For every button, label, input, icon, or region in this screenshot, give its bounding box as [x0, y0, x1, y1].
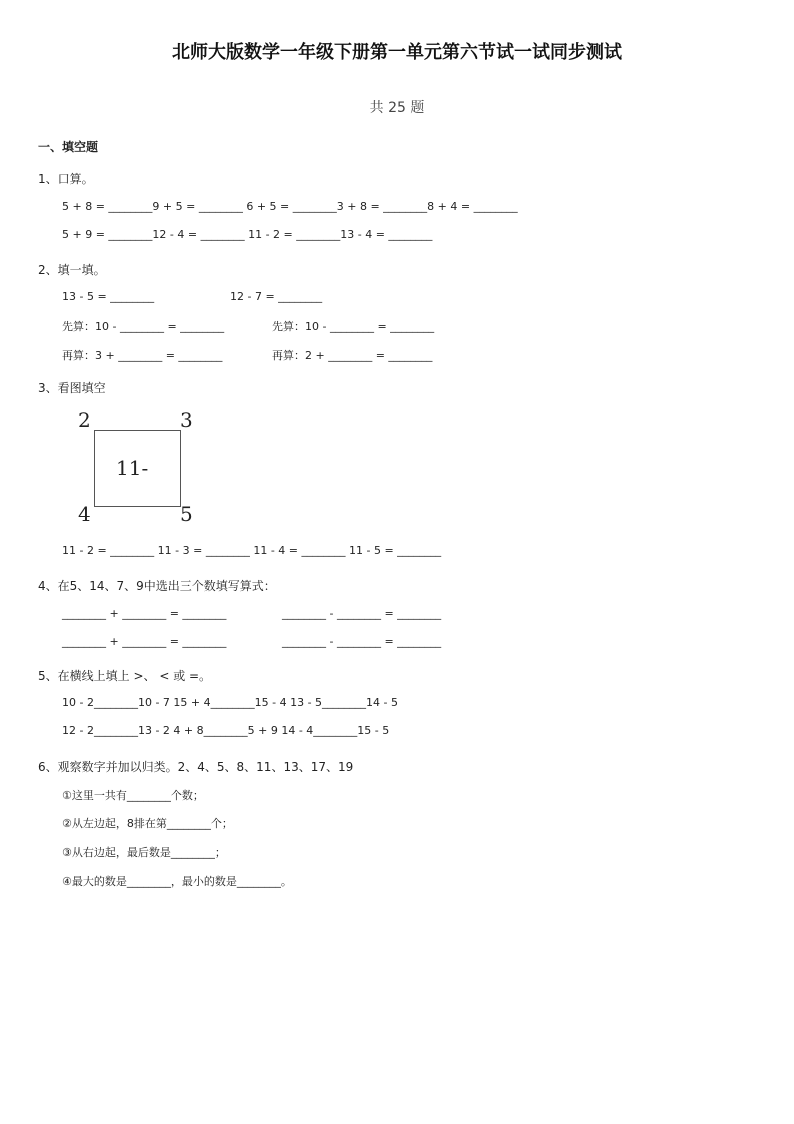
- question-5-row-1: 10 - 2________10 - 7 15 + 4________15 - 4 13 - 5________14 - 5: [62, 696, 398, 709]
- figure-center-expression: 11-: [116, 456, 149, 480]
- corner-number-top-left: 2: [78, 408, 91, 432]
- question-1-row-1: 5 + 8 = ________9 + 5 = ________ 6 + 5 = ________3 + 8 = ________8 + 4 = ________: [62, 200, 518, 213]
- corner-number-top-right: 3: [180, 408, 193, 432]
- question-3-label: 3、看图填空: [38, 381, 106, 395]
- question-5-label: 5、在横线上填上 >、 < 或 =。: [38, 669, 212, 683]
- question-2-left-line: 再算：3 + ________ = ________: [62, 349, 223, 362]
- question-count: 共 25 题: [369, 100, 425, 116]
- question-6-label: 6、观察数字并加以归类。2、4、5、8、11、13、17、19: [38, 760, 354, 774]
- question-4-subtraction: ________ - ________ = ________: [282, 635, 442, 648]
- question-6-item: ①这里一共有________个数；: [62, 789, 204, 802]
- page-title: 北师大版数学一年级下册第一单元第六节试一试同步测试: [172, 42, 622, 63]
- question-6-item: ④最大的数是________，最小的数是________。: [62, 875, 292, 888]
- corner-number-bottom-right: 5: [180, 502, 193, 526]
- question-2-left-line: 13 - 5 = ________: [62, 290, 155, 303]
- question-4-subtraction: ________ - ________ = ________: [282, 607, 442, 620]
- section-heading: 一、填空题: [38, 140, 99, 154]
- question-2-right-line: 先算：10 - ________ = ________: [272, 320, 435, 333]
- question-4-label: 4、在5、14、7、9中选出三个数填写算式：: [38, 579, 276, 593]
- question-4-addition: ________ + ________ = ________: [62, 635, 227, 648]
- question-1-row-2: 5 + 9 = ________12 - 4 = ________ 11 - 2 = ________13 - 4 = ________: [62, 228, 433, 241]
- question-2-label: 2、填一填。: [38, 263, 106, 277]
- question-5-row-2: 12 - 2________13 - 2 4 + 8________5 + 9 14 - 4________15 - 5: [62, 724, 390, 737]
- question-6-item: ②从左边起，8排在第________个；: [62, 817, 233, 830]
- question-3-answers: 11 - 2 = ________ 11 - 3 = ________ 11 - 4 = ________ 11 - 5 = ________: [62, 544, 442, 557]
- question-2-right-line: 12 - 7 = ________: [230, 290, 323, 303]
- question-2-right-line: 再算：2 + ________ = ________: [272, 349, 433, 362]
- question-4-addition: ________ + ________ = ________: [62, 607, 227, 620]
- corner-number-bottom-left: 4: [78, 502, 91, 526]
- question-2-left-line: 先算：10 - ________ = ________: [62, 320, 225, 333]
- number-figure: [70, 408, 200, 528]
- question-1-label: 1、口算。: [38, 172, 94, 186]
- question-6-item: ③从右边起，最后数是________；: [62, 846, 226, 859]
